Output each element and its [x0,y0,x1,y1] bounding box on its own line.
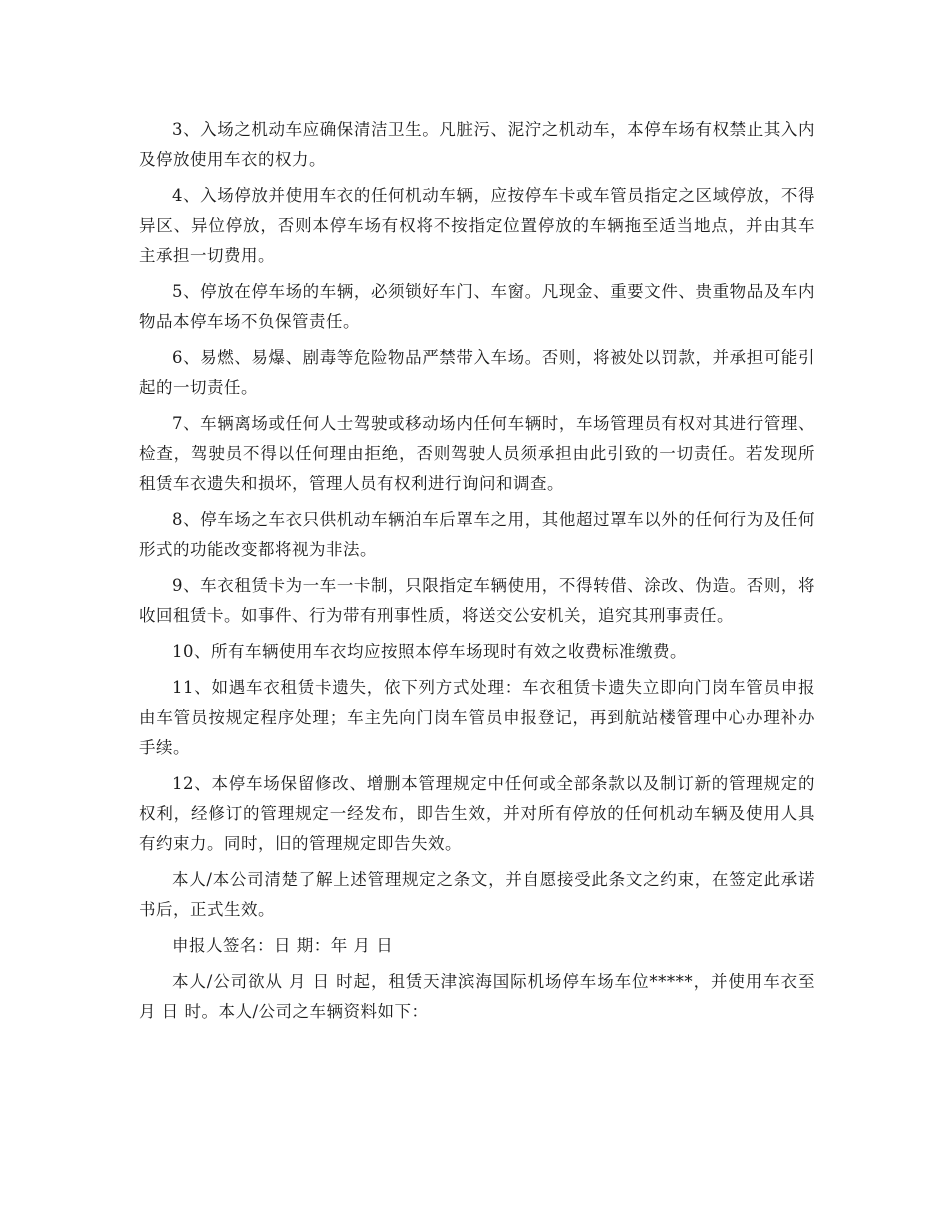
rule-paragraph-6: 6、易燃、易爆、剧毒等危险物品严禁带入车场。否则，将被处以罚款，并承担可能引起的一切责任。 [139,348,815,397]
rule-paragraph-8: 8、停车场之车衣只供机动车辆泊车后罩车之用，其他超过罩车以外的任何行为及任何形式的功能改变都将视为非法。 [139,510,815,559]
document-body [139,115,815,1033]
rule-paragraph-9: 9、车衣租赁卡为一车一卡制，只限指定车辆使用，不得转借、涂改、伪造。否则，将收回租赁卡。如事件、行为带有刑事性质，将送交公安机关，追究其刑事责任。 [139,576,815,625]
rental-declaration-paragraph: 本人/公司欲从 月 日 时起，租赁天津滨海国际机场停车场车位*****，并使用车衣至 月 日 时。本人/公司之车辆资料如下： [139,972,815,1021]
rule-paragraph-10: 10、所有车辆使用车衣均应按照本停车场现时有效之收费标准缴费。 [172,642,687,661]
acknowledgement-paragraph: 本人/本公司清楚了解上述管理规定之条文，并自愿接受此条文之约束，在签定此承诺书后，正式生效。 [139,870,815,919]
rule-paragraph-11: 11、如遇车衣租赁卡遗失，依下列方式处理：车衣租赁卡遗失立即向门岗车管员申报由车管员按规定程序处理；车主先向门岗车管员申报登记，再到航站楼管理中心办理补办手续。 [139,678,815,757]
rule-paragraph-4: 4、入场停放并使用车衣的任何机动车辆，应按停车卡或车管员指定之区域停放，不得异区、异位停放，否则本停车场有权将不按指定位置停放的车辆拖至适当地点，并由其车主承担一切费用。 [139,186,815,265]
rule-paragraph-5: 5、停放在停车场的车辆，必须锁好车门、车窗。凡现金、重要文件、贵重物品及车内物品本停车场不负保管责任。 [139,282,815,331]
rule-paragraph-3: 3、入场之机动车应确保清洁卫生。凡脏污、泥泞之机动车，本停车场有权禁止其入内及停放使用车衣的权力。 [139,120,815,169]
rule-paragraph-7: 7、车辆离场或任何人士驾驶或移动场内任何车辆时，车场管理员有权对其进行管理、检查，驾驶员不得以任何理由拒绝，否则驾驶人员须承担由此引致的一切责任。若发现所租赁车衣遗失和损坏，管理人员有权利进行询问和调查。 [139,414,815,493]
rule-paragraph-12: 12、本停车场保留修改、增删本管理规定中任何或全部条款以及制订新的管理规定的权利，经修订的管理规定一经发布，即告生效，并对所有停放的任何机动车辆及使用人具有约束力。同时，旧的管理规定即告失效。 [139,774,815,853]
signature-date-line: 申报人签名：日 期：年 月 日 [172,936,394,955]
